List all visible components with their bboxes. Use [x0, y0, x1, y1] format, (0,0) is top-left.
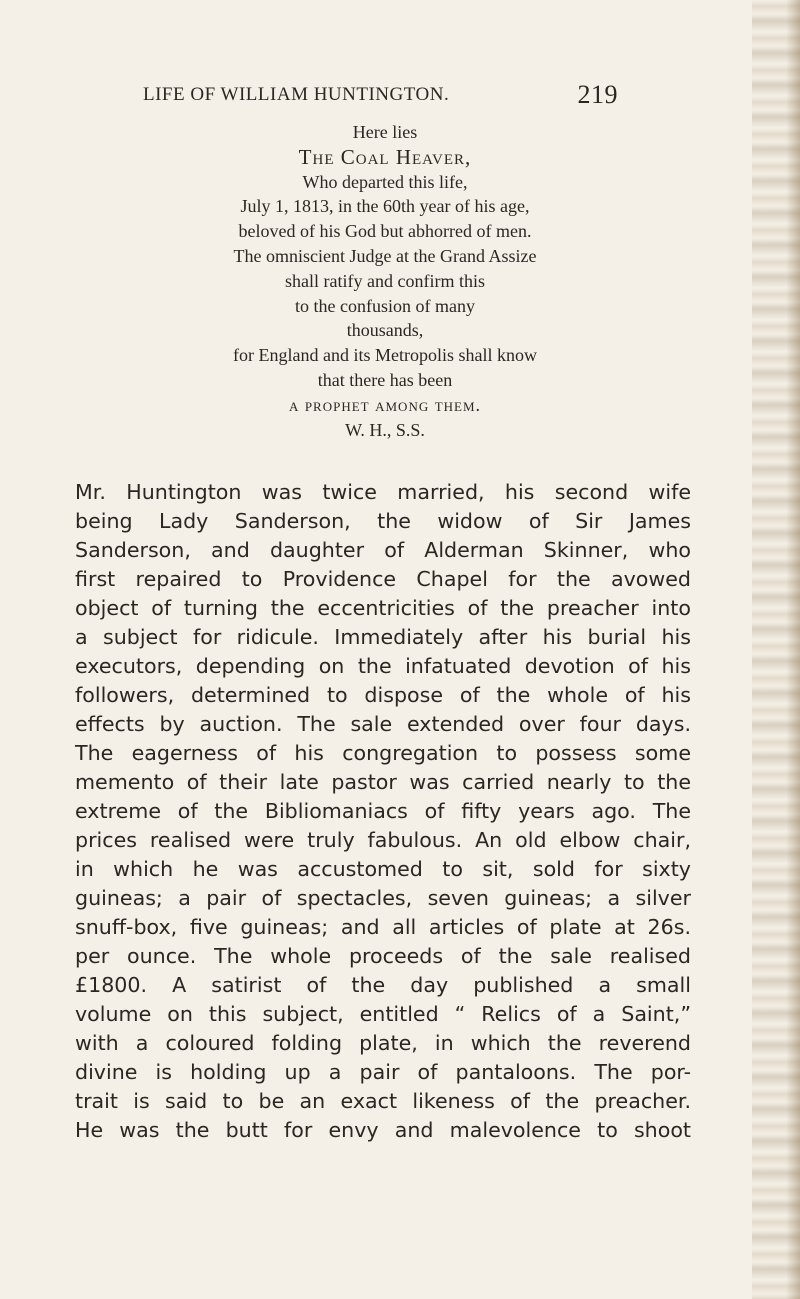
epitaph-line: for England and its Metropolis shall know — [233, 345, 537, 366]
epitaph-line: thousands, — [346, 320, 424, 341]
body-line: £1800. A satirist of the day published a small — [75, 973, 691, 997]
body-line: a subject for ridicule. Immediately after his burial his — [75, 625, 691, 649]
body-paragraph — [75, 478, 691, 1145]
body-line: snuff-box, five guineas; and all articles of plate at 26s. — [75, 915, 691, 939]
epitaph-line: Who departed this life, — [302, 171, 468, 192]
epitaph-line: a prophet among them. — [288, 394, 482, 415]
epitaph-line: to the confusion of many — [295, 295, 475, 316]
page-edge-damage — [752, 0, 800, 1299]
body-line: object of turning the eccentricities of the preacher into — [75, 596, 691, 620]
body-line: in which he was accustomed to sit, sold for sixty — [75, 857, 691, 881]
epitaph-line: that there has been — [317, 369, 453, 390]
body-line: with a coloured folding plate, in which the reverend — [75, 1031, 691, 1055]
body-line: Sanderson, and daughter of Alderman Skinner, who — [75, 538, 691, 562]
running-title: LIFE OF WILLIAM HUNTINGTON. — [143, 84, 450, 105]
epitaph-line: shall ratify and confirm this — [285, 270, 485, 291]
body-line: extreme of the Bibliomaniacs of fifty years ago. The — [75, 799, 691, 823]
body-line: executors, depending on the infatuated devotion of his — [75, 654, 691, 678]
body-line: trait is said to be an exact likeness of the preacher. — [75, 1089, 691, 1113]
epitaph-block — [100, 120, 670, 442]
body-line: memento of their late pastor was carried nearly to the — [75, 770, 691, 794]
body-line: He was the butt for envy and malevolence to shoot — [75, 1118, 691, 1142]
body-line: per ounce. The whole proceeds of the sale realised — [75, 944, 691, 968]
epitaph-line: July 1, 1813, in the 60th year of his age, — [240, 196, 530, 217]
body-line: effects by auction. The sale extended over four days. — [75, 712, 691, 736]
body-line: first repaired to Providence Chapel for the avowed — [75, 567, 691, 591]
running-header — [143, 80, 618, 114]
epitaph-line: The Coal Heaver, — [298, 144, 472, 169]
body-line: The eagerness of his congregation to possess some — [75, 741, 691, 765]
page-number: 219 — [577, 80, 618, 109]
body-line: followers, determined to dispose of the whole of his — [75, 683, 691, 707]
body-line: volume on this subject, entitled “ Relics of a Saint,” — [75, 1002, 691, 1026]
body-line: divine is holding up a pair of pantaloons. The por- — [75, 1060, 691, 1084]
body-line: being Lady Sanderson, the widow of Sir James — [75, 509, 691, 533]
epitaph-line: The omniscient Judge at the Grand Assize — [233, 245, 537, 266]
body-line: Mr. Huntington was twice married, his second wife — [75, 480, 691, 504]
epitaph-signature: W. H., S.S. — [345, 419, 425, 440]
epitaph-line: Here lies — [352, 122, 418, 142]
epitaph-line: beloved of his God but abhorred of men. — [238, 221, 532, 242]
body-line: guineas; a pair of spectacles, seven guineas; a silver — [75, 886, 691, 910]
body-line: prices realised were truly fabulous. An old elbow chair, — [75, 828, 691, 852]
